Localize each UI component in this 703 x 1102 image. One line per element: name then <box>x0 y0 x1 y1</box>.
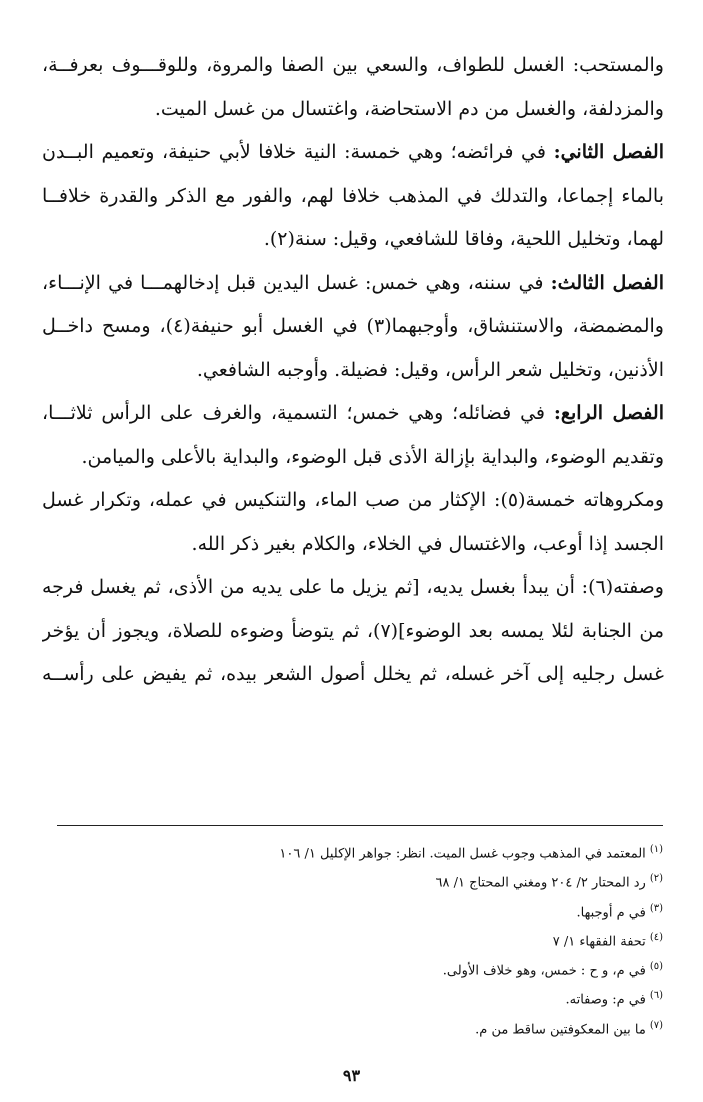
text-line: والمستحب: الغسل للطواف، والسعي بين الصفا والمروة، وللوقـــوف بعرفــة، <box>42 54 664 76</box>
main-text <box>42 44 664 697</box>
text-line: الجسد إذا أوعب، والاغتسال في الخلاء، والكلام بغير ذكر الله. <box>191 532 664 555</box>
footnote <box>57 923 663 952</box>
text-line: ومكروهاته خمسة(٥): الإكثار من صب الماء، والتنكيس في عمله، وتكرار غسل <box>42 489 664 511</box>
footnote <box>57 952 663 981</box>
footnote <box>57 835 663 864</box>
footnote-number: (٧) <box>649 1019 663 1031</box>
footnote <box>57 981 663 1010</box>
footnotes <box>57 835 663 1040</box>
text-line <box>42 262 664 306</box>
footnote-text: في م، و ح : خمس، وهو خلاف الأولى. <box>442 963 646 979</box>
text-line: لهما، وتخليل اللحية، وفاقا للشافعي، وقيل: سنة(٢). <box>263 228 664 250</box>
footnote-number: (٦) <box>649 990 663 1002</box>
text-line: والمزدلفة، والغسل من دم الاستحاضة، واغتسال من غسل الميت. <box>154 97 664 120</box>
footnote-text: تحفة الفقهاء ١/ ٧ <box>552 934 646 950</box>
footnote-number: (٢) <box>649 873 663 885</box>
footnote-divider <box>57 825 663 826</box>
text-segment: في سننه، وهي خمس: غسل اليدين قبل إدخالهمـــا في الإنـــاء، <box>42 271 551 294</box>
text-segment: في فضائله؛ وهي خمس؛ التسمية، والغرف على الرأس ثلاثـــا، <box>42 402 554 424</box>
footnote <box>57 894 663 923</box>
footnote-text: المعتمد في المذهب وجوب غسل الميت. انظر: جواهر الإكليل ١/ ١٠٦ <box>279 846 646 862</box>
text-line: بالماء إجماعا، والتدلك في المذهب خلافا لهم، والفور مع الذكر والقدرة خلافــا <box>42 184 664 207</box>
footnote-number: (٣) <box>649 902 663 914</box>
text-line: والمضمضة، والاستنشاق، وأوجبهما(٣) في الغسل أبو حنيفة(٤)، ومسح داخــل <box>42 315 664 337</box>
text-line: الأذنين، وتخليل شعر الرأس، وقيل: فضيلة. وأوجبه الشافعي. <box>196 358 664 381</box>
footnote-number: (٤) <box>649 931 663 943</box>
text-segment: في فرائضه؛ وهي خمسة: النية خلافا لأبي حنيفة، وتعميم البــدن <box>42 141 554 163</box>
footnote-text: في م: وصفاته. <box>565 992 646 1008</box>
text-line: وصفته(٦): أن يبدأ بغسل يديه، [ثم يزيل ما على يديه من الأذى، ثم يغسل فرجه <box>42 576 664 598</box>
footnote-number: (١) <box>649 844 663 855</box>
text-line <box>42 131 664 175</box>
footnote-number: (٥) <box>649 961 663 973</box>
footnote <box>57 864 663 893</box>
text-line: من الجنابة لئلا يمسه بعد الوضوء](٧)، ثم يتوضأ وضوءه للصلاة، ويجوز أن يؤخر <box>42 619 664 642</box>
section-heading: الفصل الرابع: <box>553 402 664 424</box>
footnote <box>57 1011 663 1040</box>
footnote-text: رد المحتار ٢/ ٢٠٤ ومغني المحتاج ١/ ٦٨ <box>435 875 646 891</box>
section-heading: الفصل الثالث: <box>550 271 664 294</box>
footnote-text: ما بين المعكوفتين ساقط من م. <box>475 1022 646 1038</box>
footnote-text: في م أوجبها. <box>576 904 646 920</box>
page-number: ٩٣ <box>342 1066 361 1085</box>
text-line: وتقديم الوضوء، والبداية بإزالة الأذى قبل الوضوء، والبداية بالأعلى والميامن. <box>81 445 664 468</box>
text-line <box>42 392 664 436</box>
section-heading: الفصل الثاني: <box>553 141 664 163</box>
text-line: غسل رجليه إلى آخر غسله، ثم يخلل أصول الشعر بيده، ثم يفيض على رأســه <box>42 663 664 685</box>
